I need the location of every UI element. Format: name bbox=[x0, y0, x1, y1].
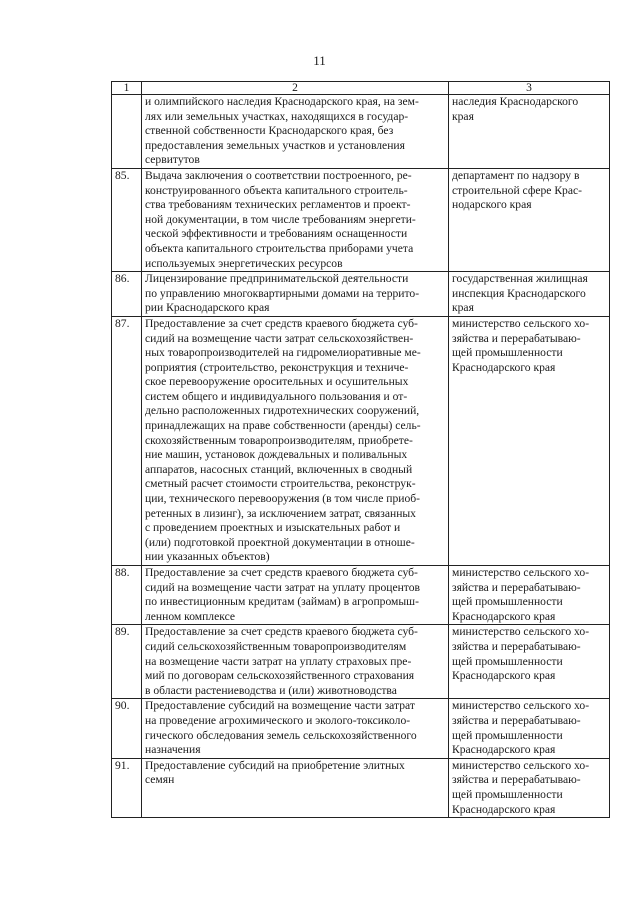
agency-line: Краснодарского края bbox=[452, 743, 556, 757]
description-line: сидий на возмещение части затрат сельскохозяйствен- bbox=[145, 331, 414, 345]
agency-line: департамент по надзору в bbox=[452, 168, 580, 182]
table-row bbox=[112, 699, 610, 758]
agency-line: щей промышленности bbox=[452, 654, 563, 668]
agency-line: зяйства и перерабатываю- bbox=[452, 639, 581, 653]
description-line: назначения bbox=[145, 743, 201, 757]
agency-line: зяйства и перерабатываю- bbox=[452, 713, 581, 727]
row-number: 85. bbox=[112, 168, 142, 271]
agency-line: края bbox=[452, 301, 474, 315]
row-number: 87. bbox=[112, 316, 142, 565]
row-number: 88. bbox=[112, 566, 142, 625]
row-number bbox=[112, 95, 142, 169]
row-number: 89. bbox=[112, 625, 142, 699]
page-number: 11 bbox=[313, 53, 326, 68]
description-line: мий по договорам сельскохозяйственного страхования bbox=[145, 669, 415, 683]
responsible-agency bbox=[449, 566, 610, 625]
agency-line: щей промышленности bbox=[452, 787, 563, 801]
description-line: конструированного объекта капитального строитель- bbox=[145, 183, 408, 197]
service-description bbox=[142, 758, 449, 817]
description-line: роприятия (строительство, реконструкция и техниче- bbox=[145, 360, 409, 374]
description-line: Предоставление за счет средств краевого бюджета суб- bbox=[145, 625, 418, 639]
description-line: ретенных в лизинг), за исключением затрат, связанных bbox=[145, 506, 416, 520]
agency-line: наследия Краснодарского bbox=[452, 95, 579, 108]
service-description bbox=[142, 699, 449, 758]
description-line: ческой эффективности и требованиям оснащенности bbox=[145, 227, 408, 241]
agency-line: щей промышленности bbox=[452, 728, 563, 742]
agency-line: зяйства и перерабатываю- bbox=[452, 773, 581, 787]
service-description bbox=[142, 316, 449, 565]
description-line: ции, технического перевооружения (в том числе приоб- bbox=[145, 492, 421, 506]
description-line: ной документации, в том числе требованиям энергети- bbox=[145, 212, 416, 226]
agency-line: министерство сельского хо- bbox=[452, 625, 590, 639]
description-line: на проведение агрохимического и эколого-токсиколо- bbox=[145, 713, 411, 727]
description-line: систем общего и индивидуального пользования и от- bbox=[145, 389, 408, 403]
responsible-agency bbox=[449, 95, 610, 169]
description-line: сидий сельскохозяйственным товаропроизводителям bbox=[145, 639, 407, 653]
agency-line: щей промышленности bbox=[452, 346, 563, 360]
agency-line: Краснодарского края bbox=[452, 802, 556, 816]
description-line: гического обследования земель сельскохозяйственного bbox=[145, 728, 417, 742]
header-col-1: 1 bbox=[112, 82, 142, 95]
agency-line: зяйства и перерабатываю- bbox=[452, 331, 581, 345]
description-line: сметный расчет стоимости строительства, реконструк- bbox=[145, 477, 416, 491]
description-line: аппаратов, насосных станций, включенных в сводный bbox=[145, 462, 413, 476]
description-line: и олимпийского наследия Краснодарского края, на зем- bbox=[145, 95, 419, 108]
description-line: Предоставление за счет средств краевого бюджета суб- bbox=[145, 316, 418, 330]
service-description bbox=[142, 168, 449, 271]
description-line: сервитутов bbox=[145, 153, 200, 167]
agency-line: Краснодарского края bbox=[452, 609, 556, 623]
agency-line: Краснодарского края bbox=[452, 669, 556, 683]
description-line: скохозяйственным товаропроизводителям, приобрете- bbox=[145, 433, 413, 447]
agency-line: министерство сельского хо- bbox=[452, 316, 590, 330]
row-number: 91. bbox=[112, 758, 142, 817]
description-line: ства требованиям технических регламентов и проект- bbox=[145, 198, 411, 212]
description-line: рии Краснодарского края bbox=[145, 301, 270, 315]
table-row bbox=[112, 168, 610, 271]
row-number: 86. bbox=[112, 272, 142, 317]
description-line: дельно расположенных гидротехнических сооружений, bbox=[145, 404, 420, 418]
description-line: Выдача заключения о соответствии построенного, ре- bbox=[145, 168, 412, 182]
description-line: принадлежащих на праве собственности (аренды) сель- bbox=[145, 419, 421, 433]
description-line: по управлению многоквартирными домами на террито- bbox=[145, 286, 420, 300]
agency-line: министерство сельского хо- bbox=[452, 758, 590, 772]
description-line: семян bbox=[145, 773, 175, 787]
description-line: ленном комплексе bbox=[145, 609, 236, 623]
description-line: лях или земельных участках, находящихся в государ- bbox=[145, 109, 409, 123]
table-row bbox=[112, 95, 610, 169]
description-line: предоставления земельных участков и установления bbox=[145, 138, 405, 152]
service-description bbox=[142, 95, 449, 169]
agency-line: Краснодарского края bbox=[452, 360, 556, 374]
description-line: ское перевооружение оросительных и осушительных bbox=[145, 375, 409, 389]
table-row bbox=[112, 758, 610, 817]
header-col-3: 3 bbox=[449, 82, 610, 95]
description-line: по инвестиционным кредитам (займам) в агропромыш- bbox=[145, 595, 419, 609]
row-number: 90. bbox=[112, 699, 142, 758]
description-line: Предоставление за счет средств краевого бюджета суб- bbox=[145, 566, 418, 579]
description-line: (или) подготовкой проектной документации в отноше- bbox=[145, 535, 415, 549]
agency-line: инспекция Краснодарского bbox=[452, 286, 586, 300]
table-row bbox=[112, 316, 610, 565]
header-col-2: 2 bbox=[142, 82, 449, 95]
description-line: в области растениеводства и (или) животноводства bbox=[145, 683, 397, 697]
description-line: ных товаропроизводителей на гидромелиоративные ме- bbox=[145, 346, 421, 360]
table-header-row bbox=[112, 82, 610, 95]
description-line: нии указанных объектов) bbox=[145, 550, 270, 564]
agency-line: строительной сфере Крас- bbox=[452, 183, 583, 197]
responsible-agency bbox=[449, 758, 610, 817]
agency-line: края bbox=[452, 109, 474, 123]
services-table bbox=[111, 81, 610, 818]
agency-line: государственная жилищная bbox=[452, 272, 588, 286]
description-line: с проведением проектных и изыскательных работ и bbox=[145, 521, 401, 535]
agency-line: щей промышленности bbox=[452, 595, 563, 609]
table-row bbox=[112, 566, 610, 625]
description-line: ственной собственности Краснодарского края, без bbox=[145, 124, 394, 138]
table-row bbox=[112, 625, 610, 699]
table-row bbox=[112, 272, 610, 317]
description-line: используемых энергетических ресурсов bbox=[145, 256, 343, 270]
service-description bbox=[142, 272, 449, 317]
agency-line: зяйства и перерабатываю- bbox=[452, 580, 581, 594]
description-line: на возмещение части затрат на уплату страховых пре- bbox=[145, 654, 412, 668]
responsible-agency bbox=[449, 625, 610, 699]
description-line: ние машин, установок дождевальных и поливальных bbox=[145, 448, 408, 462]
service-description bbox=[142, 625, 449, 699]
agency-line: нодарского края bbox=[452, 198, 532, 212]
description-line: сидий на возмещение части затрат на уплату процентов bbox=[145, 580, 420, 594]
description-line: Предоставление субсидий на приобретение элитных bbox=[145, 758, 405, 772]
responsible-agency bbox=[449, 316, 610, 565]
service-description bbox=[142, 566, 449, 625]
description-line: Лицензирование предпринимательской деятельности bbox=[145, 272, 409, 286]
responsible-agency bbox=[449, 168, 610, 271]
description-line: объекта капитального строительства приборами учета bbox=[145, 241, 414, 255]
responsible-agency bbox=[449, 272, 610, 317]
agency-line: министерство сельского хо- bbox=[452, 699, 590, 713]
description-line: Предоставление субсидий на возмещение части затрат bbox=[145, 699, 415, 713]
agency-line: министерство сельского хо- bbox=[452, 566, 590, 579]
responsible-agency bbox=[449, 699, 610, 758]
